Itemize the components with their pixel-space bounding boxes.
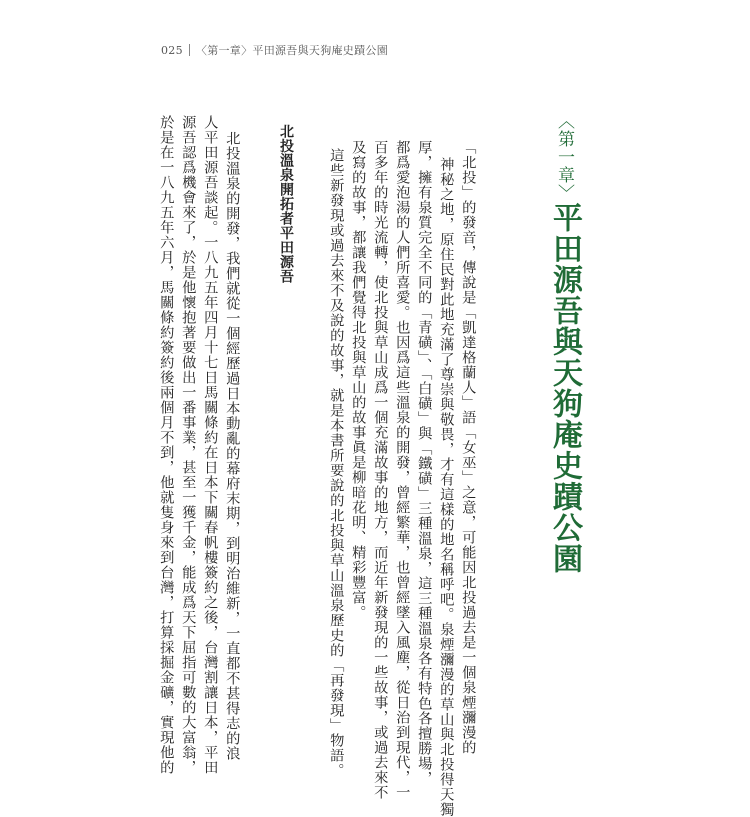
- intro-line-6: 及寫的故事，都讓我們覺得北投與草山的故事眞是柳暗花明、精彩豐富。: [350, 140, 367, 620]
- header-divider: [189, 44, 190, 56]
- intro-line-3: 厚，擁有泉質完全不同的「青磺」、「白磺」與「鐵磺」三種溫泉，這三種溫泉各有特色各擅勝場，: [416, 140, 433, 786]
- intro-line-7: 這些新發現或過去來不及說的故事，就是本書所要說的北投與草山溫泉歷史的「再發現」物語。: [328, 148, 345, 778]
- page-number: 025: [161, 44, 183, 57]
- intro-line-2: 神秘之地，原住民對此地充滿了尊崇與敬畏，才有這樣的地名稱呼吧。泉煙瀰漫的草山與北投得天獨: [438, 157, 455, 817]
- section-line-1: 北投溫泉的開發，我們就從一個經歷過日本動亂的幕府末期，到明治維新，一直都不甚得志的浪: [224, 131, 241, 761]
- intro-line-4: 都爲愛泡湯的人們所喜愛。也因爲這些溫泉的開發，曾經繁華，也曾經墜入風塵，從日治到現代，一: [394, 140, 411, 800]
- chapter-label: 〈第一章〉: [554, 112, 574, 202]
- section-heading: 北投溫泉開拓者平田源吾: [278, 124, 294, 284]
- chapter-title-column: [542, 112, 586, 574]
- chapter-title: 平田源吾與天狗庵史蹟公園: [547, 202, 582, 574]
- section-line-2: 人平田源吾談起。一八九五年四月十七日馬關條約在日本下關春帆樓簽約之後，台灣割讓日本，平田: [202, 115, 219, 775]
- section-line-3: 源吾認爲機會來了，於是他懷抱著要做出一番事業，甚至一獲千金，能成爲天下屈指可數的大富翁，: [180, 115, 197, 775]
- section-line-4: 於是在一八九五年六月，馬關條約簽約後兩個月不到，他就隻身來到台灣，打算採掘金礦，實現他的: [158, 115, 175, 775]
- running-header: [161, 42, 388, 58]
- intro-line-1: 「北投」的發音，傳說是「凱達格蘭人」語「女巫」之意，可能因北投過去是一個泉煙瀰漫的: [460, 140, 477, 755]
- running-title: 〈第一章〉平田源吾與天狗庵史蹟公園: [195, 44, 389, 57]
- intro-line-5: 百多年的時光流轉，使北投與草山成爲一個充滿故事的地方，而近年新發現的一些故事，或過去來不: [372, 140, 389, 800]
